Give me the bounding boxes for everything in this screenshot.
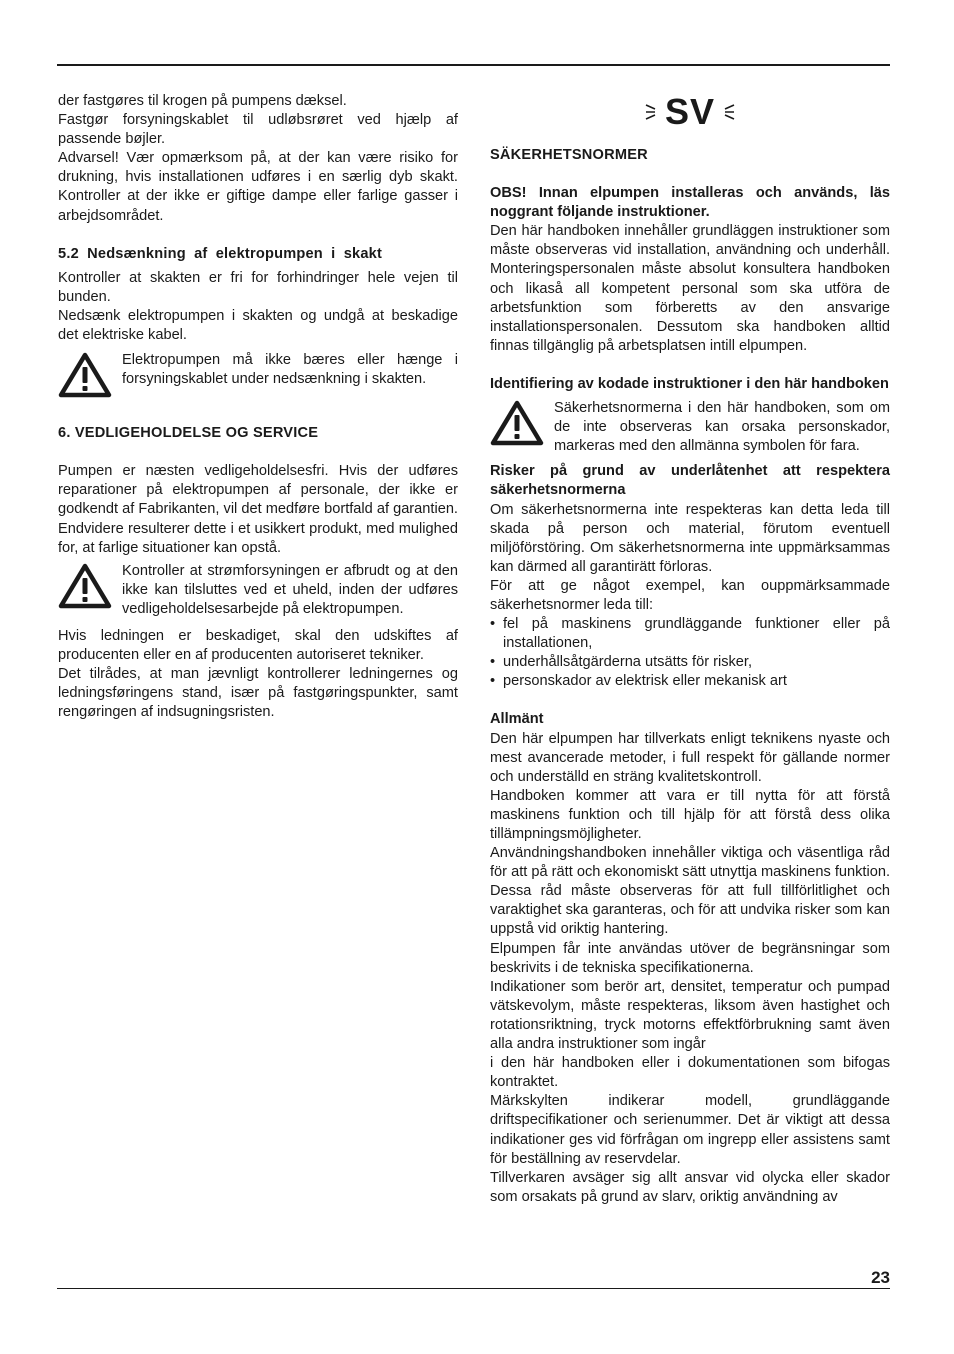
paragraph: Tillverkaren avsäger sig allt ansvar vid olycka eller skador som orsakats på grund av slarv, oriktig användning av [490, 1169, 890, 1205]
page-number: 23 [871, 1268, 890, 1287]
paragraph: der fastgøres til krogen på pumpens dæksel. [58, 93, 347, 109]
language-badge [490, 92, 890, 132]
warning-text: Säkerhetsnormerna i den här handboken, som om de inte observeras kan orsaka personskador, markeras med den allmänna symbolen för fara. [554, 400, 890, 455]
paragraph: i den här handboken eller i dokumentationen som bifogas kontraktet. [490, 1055, 890, 1091]
footer-rule [57, 1288, 890, 1289]
section-heading-6: 6. VEDLIGEHOLDELSE OG SERVICE [58, 425, 319, 442]
paragraph: Hvis ledningen er beskadiget, skal den udskiftes af producenten eller en af producenten autoriseret tekniker. [58, 627, 458, 664]
language-code: SV [664, 91, 716, 133]
paragraph: Nedsænk elektropumpen i skakten og undgå at beskadige det elektriske kabel. [58, 307, 458, 344]
paragraph: Fastgør forsyningskablet til udløbsrøret ved hjælp af passende bøjler. [58, 112, 458, 148]
warning-triangle-icon [58, 562, 122, 610]
paragraph: För att ge något exempel, kan ouppmärksammade säkerhetsnormer leda till: [490, 577, 890, 613]
paragraph: Indikationer som berör art, densitet, temperatur och pumpad vätskevolym, måste respekteras, liksom även hastighet och rotationsriktning, tryck motorns effektförbrukning samt även alla andra instruktioner som ingår [490, 978, 890, 1053]
list-item: • personskador av elektrisk eller mekanisk art [490, 672, 890, 691]
subheading-identification: Identifiering av kodade instruktioner i den här handboken [490, 375, 889, 392]
right-column [490, 92, 890, 1207]
risk-list [490, 615, 890, 691]
paragraph: Pumpen er næsten vedligeholdelsesfri. Hvis der udføres reparationer på elektropumpen af personale, der ikke er godkendt af Fabrikanten, vil det medføre bortfald af garantien. Endvidere resulterer dette i et usikkert produkt, med mulighed for, at farlige situationer kan opstå. [58, 463, 458, 556]
warning-text: Elektropumpen må ikke bæres eller hænge i forsyningskablet under nedsænkning i skakten. [122, 352, 458, 388]
paragraph: Användningshandboken innehåller viktiga och väsentliga råd för att på rätt och ekonomiskt sätt utnyttja maskinens funktion. Dessa råd måste observeras för att full tillförlitlighet och varaktighet ska garanteras, och för att undvika risker som kan uppstå vid oriktig hantering. [490, 845, 890, 938]
sound-wave-right-icon [721, 99, 737, 125]
paragraph: Den här elpumpen har tillverkats enligt teknikens nyaste och mest avancerade metoder, i full respekt för gällande normer och underställd en sträng kvalitetskontroll. [490, 730, 890, 785]
warning-block [58, 562, 458, 619]
warning-triangle-icon [58, 351, 122, 399]
paragraph: Märkskylten indikerar modell, grundläggande driftspecifikationer och serienummer. Det är viktigt att dessa indikationer ges vid förfrågan om ingrepp eller assistens samt för beställning av reservdelar. [490, 1093, 890, 1167]
section-heading-safety: SÄKERHETSNORMER [490, 147, 648, 163]
paragraph: Det tilrådes, at man jævnligt kontrollerer ledningernes og ledningsføringens stand, især på fastgøringspunkter, samt rengøringen af indsugningsristen. [58, 666, 458, 721]
paragraph: Handboken kommer att vara er till nytta för att förstå maskinens funktion och till hjälp för att förstå dess olika tillämpningsmöjligheter. [490, 787, 890, 842]
paragraph: Om säkerhetsnormerna inte respekteras kan detta leda till skada på person och material, förutom eventuell miljöförstöring. Om säkerhetsnormerna inte uppmärksammas kan därmed all garantirätt förloras. [490, 501, 890, 575]
list-item: • underhållsåtgärderna utsätts för risker, [490, 653, 890, 672]
warning-block [490, 399, 890, 456]
paragraph: Den här handboken innehåller grundläggen instruktioner som måste observeras vid installation, användning och underhåll. Monteringspersonalen måste absolut konsultera handboken och likaså all kompetent personal som ska utföra de arbetsfunktion som förberetts av den ansvarige installationspersonalen. Dessutom ska handboken alltid finnas tillgänglig på arbetsplatsen intill elpumpen. [490, 223, 890, 354]
header-rule [57, 64, 890, 66]
section-heading-5-2: 5.2 Nedsænkning af elektropumpen i skakt [58, 245, 383, 262]
subheading-risks: Risker på grund av underlåtenhet att respektera säkerhetsnormerna [490, 463, 890, 499]
paragraph: Advarsel! Vær opmærksom på, at der kan være risiko for drukning, hvis installationen udføres i en særlig dyb skakt. Kontroller at der ikke er giftige dampe eller farlige gasser i arbejdsområdet. [58, 150, 458, 224]
warning-block [58, 351, 458, 399]
paragraph: Elpumpen får inte användas utöver de begränsningar som beskrivits i de tekniska specifikationerna. [490, 940, 890, 976]
notice-text: OBS! Innan elpumpen installeras och används, läs noggrant följande instruktioner. [490, 185, 890, 221]
list-item: • fel på maskinens grundläggande funktioner eller på installationen, [490, 615, 890, 653]
warning-text: Kontroller at strømforsyningen er afbrudt og at den ikke kan tilsluttes ved et uheld, inden der udføres vedligeholdelsesarbejde på elektropumpen. [122, 562, 458, 617]
warning-triangle-icon [490, 399, 554, 447]
left-column [58, 92, 458, 722]
paragraph: Kontroller at skakten er fri for forhindringer hele vejen til bunden. [58, 269, 458, 305]
subheading-general: Allmänt [490, 711, 544, 728]
sound-wave-left-icon [643, 99, 659, 125]
